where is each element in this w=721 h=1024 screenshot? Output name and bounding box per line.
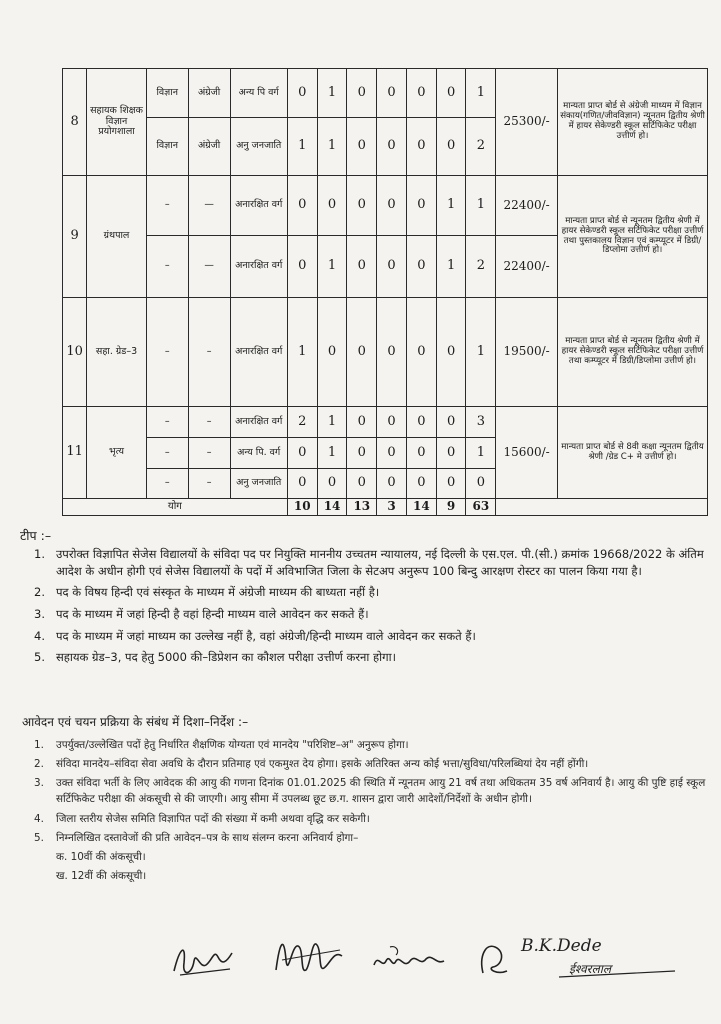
subject-cell: – <box>146 469 188 499</box>
count-cell: 0 <box>406 407 436 438</box>
note-text: पद के विषय हिन्दी एवं संस्कृत के माध्यम में अंग्रेजी माध्यम की बाध्यता नहीं है। <box>56 585 380 600</box>
guideline-text: जिला स्तरीय सेजेस समिति विज्ञापित पदों की संख्या में कमी अथवा वृद्धि कर सकेगी। <box>56 812 370 825</box>
count-cell: 0 <box>347 236 377 298</box>
total-cell: 9 <box>436 499 466 516</box>
total-cell: 10 <box>287 499 317 516</box>
total-cell: 14 <box>317 499 347 516</box>
table-row <box>63 176 708 236</box>
count-cell: 0 <box>406 69 436 118</box>
subject-cell: विज्ञान <box>146 118 188 176</box>
pay-cell: 22400/- <box>496 176 558 236</box>
count-cell: 1 <box>466 438 496 469</box>
guideline-number: 5. <box>34 831 44 844</box>
count-cell: 0 <box>347 298 377 407</box>
count-cell: 0 <box>347 176 377 236</box>
count-cell: 0 <box>347 118 377 176</box>
guideline-text: उक्त संविदा भर्ती के लिए आवेदक की आयु की गणना दिनांक 01.01.2025 की स्थिति में न्यूनतम आयु 21 वर्ष तथा अधिकतम 35 वर्ष अनिवार्य है। आयु की पुष्टि हाई स्कूल सर्टिफिकेट परीक्षा की अंकसूची से की जाएगी। आयु सीमा में उपलब्ध छूट छ.ग. शासन द्वारा जारी आदेशों/निर्देशों के अधीन होगी। <box>56 777 706 806</box>
guideline-item <box>34 775 708 807</box>
count-cell: 0 <box>287 176 317 236</box>
table-row <box>63 298 708 407</box>
serial-number: 8 <box>63 69 87 176</box>
note-number: 4. <box>34 628 45 643</box>
count-cell: 0 <box>406 176 436 236</box>
subject-cell: – <box>146 298 188 407</box>
recruitment-table <box>62 68 708 516</box>
serial-number: 11 <box>63 407 87 499</box>
count-cell: 0 <box>436 407 466 438</box>
note-text: पद के माध्यम में जहां हिन्दी है वहां हिन्दी माध्यम वाले आवेदन कर सकते हैं। <box>56 607 369 622</box>
count-cell: 0 <box>436 438 466 469</box>
note-number: 5. <box>34 650 45 665</box>
notes-list <box>34 546 704 671</box>
guideline-number: 3. <box>34 777 44 790</box>
guidelines-list <box>34 737 708 887</box>
count-cell: 0 <box>287 236 317 298</box>
medium-cell: – <box>188 469 230 499</box>
count-cell: 0 <box>317 298 347 407</box>
pay-cell: 15600/- <box>496 407 558 499</box>
guideline-item <box>34 811 708 827</box>
count-cell: 0 <box>406 438 436 469</box>
count-cell: 1 <box>317 118 347 176</box>
count-cell: 0 <box>466 469 496 499</box>
signature-3 <box>370 939 450 984</box>
note-item <box>34 628 704 645</box>
note-item <box>34 649 704 666</box>
signatures-area <box>170 925 690 995</box>
pay-cell: 25300/- <box>496 69 558 176</box>
subject-cell: – <box>146 438 188 469</box>
medium-cell: – <box>188 407 230 438</box>
count-cell: 1 <box>466 176 496 236</box>
count-cell: 0 <box>377 176 407 236</box>
serial-number: 9 <box>63 176 87 298</box>
total-label: योग <box>63 499 288 516</box>
count-cell: 2 <box>466 118 496 176</box>
count-cell: 1 <box>317 407 347 438</box>
count-cell: 0 <box>436 469 466 499</box>
qualification-cell: मान्यता प्राप्त बोर्ड से न्यूनतम द्वितीय श्रेणी में हायर सेकेण्डरी स्कूल सर्टिफिकेट परीक्षा उत्तीर्ण तथा पुस्तकालय विज्ञान एवं कम्प्यूटर में डिग्री/डिप्लोमा उत्तीर्ण हो। <box>557 176 707 298</box>
medium-cell: अंग्रेजी <box>188 69 230 118</box>
guideline-text: निम्नलिखित दस्तावेजों की प्रति आवेदन–पत्र के साथ संलग्न करना अनिवार्य होगा– <box>56 831 359 844</box>
total-row <box>63 499 708 516</box>
count-cell: 3 <box>466 407 496 438</box>
count-cell: 1 <box>466 69 496 118</box>
pay-cell: 19500/- <box>496 298 558 407</box>
qualification-cell: मान्यता प्राप्त बोर्ड से न्यूनतम द्वितीय श्रेणी में हायर सेकेण्डरी स्कूल सर्टिफिकेट परीक्षा उत्तीर्ण तथा कम्प्यूटर में डिग्री/डिप्लोमा उत्तीर्ण हो। <box>557 298 707 407</box>
count-cell: 0 <box>317 469 347 499</box>
qualification-cell: मान्यता प्राप्त बोर्ड से 8वी कक्षा न्यूनतम द्वितीय श्रेणी /ग्रेड C+ मे उत्तीर्ण हो। <box>557 407 707 499</box>
category-cell: अनु जनजाति <box>230 118 287 176</box>
count-cell: 0 <box>406 298 436 407</box>
note-text: उपरोक्त विज्ञापित सेजेस विद्यालयों के संविदा पद पर नियुक्ति माननीय उच्चतम न्यायालय, नई दिल्ली के एस.एल. पी.(सी.) क्रमांक 19668/2022 के अंतिम आदेश के अधीन होगी एवं सेजेस विद्यालयों के पदों में अविभाजित जिला के सेटअप अनुरूप 100 बिन्दु आरक्षण रोस्टर का पालन किया गया है। <box>56 547 704 578</box>
count-cell: 0 <box>406 236 436 298</box>
count-cell: 2 <box>466 236 496 298</box>
note-item <box>34 584 704 601</box>
count-cell: 0 <box>347 469 377 499</box>
total-empty <box>496 499 708 516</box>
count-cell: 1 <box>436 176 466 236</box>
document-item: ख. 12वीं की अंकसूची। <box>56 869 147 882</box>
notes-title: टीप :– <box>20 528 52 543</box>
table-row <box>63 407 708 438</box>
count-cell: 0 <box>347 407 377 438</box>
count-cell: 1 <box>287 118 317 176</box>
category-cell: अनारक्षित वर्ग <box>230 176 287 236</box>
subject-cell: विज्ञान <box>146 69 188 118</box>
guideline-number: 1. <box>34 739 44 751</box>
note-item <box>34 546 704 579</box>
count-cell: 0 <box>377 298 407 407</box>
medium-cell: अंग्रेजी <box>188 118 230 176</box>
pay-cell: 22400/- <box>496 236 558 298</box>
guideline-text: संविदा मानदेय–संविदा सेवा अवधि के दौरान प्रतिमाह एवं एकमुश्त देय होगा। इसके अतिरिक्त अन्य कोई भत्ता/सुविधा/परिलब्धियां देय नहीं होंगी। <box>56 758 589 771</box>
note-number: 2. <box>34 585 45 600</box>
signature-4-mark <box>475 937 515 982</box>
count-cell: 2 <box>287 407 317 438</box>
category-cell: अनारक्षित वर्ग <box>230 298 287 407</box>
category-cell: अनारक्षित वर्ग <box>230 236 287 298</box>
signature-5-name: B.K.Dede <box>521 936 602 956</box>
note-number: 1. <box>34 547 45 561</box>
count-cell: 0 <box>377 69 407 118</box>
count-cell: 0 <box>406 118 436 176</box>
count-cell: 0 <box>377 407 407 438</box>
subject-cell: – <box>146 236 188 298</box>
signature-2 <box>270 930 350 985</box>
guideline-item <box>34 737 708 753</box>
count-cell: 0 <box>287 69 317 118</box>
signature-5-sub: ईश्वरलाल <box>569 962 611 976</box>
post-name: सहायक शिक्षक विज्ञान प्रयोगशाला <box>87 69 147 176</box>
count-cell: 0 <box>377 438 407 469</box>
count-cell: 0 <box>377 236 407 298</box>
guidelines-title: आवेदन एवं चयन प्रक्रिया के संबंध में दिशा–निर्देश :– <box>22 715 249 729</box>
count-cell: 0 <box>287 469 317 499</box>
recruitment-table-wrap <box>62 68 708 516</box>
signature-1 <box>170 935 240 985</box>
note-text: सहायक ग्रेड–3, पद हेतु 5000 की–डिप्रेशन का कौशल परीक्षा उत्तीर्ण करना होगा। <box>56 650 396 665</box>
subject-cell: – <box>146 407 188 438</box>
note-text: पद के माध्यम में जहां माध्यम का उल्लेख नहीं है, वहां अंग्रेजी/हिन्दी माध्यम वाले आवेदन कर सकते हैं। <box>56 628 476 643</box>
guideline-item <box>34 756 708 772</box>
count-cell: 1 <box>287 298 317 407</box>
count-cell: 0 <box>436 69 466 118</box>
count-cell: 1 <box>466 298 496 407</box>
category-cell: अनु जनजाति <box>230 469 287 499</box>
post-name: भृत्य <box>87 407 147 499</box>
total-cell: 3 <box>377 499 407 516</box>
qualification-cell: मान्यता प्राप्त बोर्ड से अंग्रेजी माध्यम में विज्ञान संकाय(गणित/जीवविज्ञान) न्यूनतम द्वितीय श्रेणी में हायर सेकेण्डरी स्कूल सर्टिफिकेट परीक्षा उत्तीर्ण हो। <box>557 69 707 176</box>
category-cell: अनारक्षित वर्ग <box>230 407 287 438</box>
count-cell: 0 <box>287 438 317 469</box>
total-cell: 13 <box>347 499 377 516</box>
count-cell: 0 <box>377 469 407 499</box>
medium-cell: — <box>188 176 230 236</box>
guideline-text: उपर्युक्त/उल्लेखित पदों हेतु निर्धारित शैक्षणिक योग्यता एवं मानदेय "परिशिष्ट–अ" अनुरूप होगा। <box>56 739 409 751</box>
count-cell: 1 <box>436 236 466 298</box>
medium-cell: – <box>188 438 230 469</box>
count-cell: 0 <box>317 176 347 236</box>
count-cell: 0 <box>347 438 377 469</box>
count-cell: 0 <box>377 118 407 176</box>
total-cell: 14 <box>406 499 436 516</box>
medium-cell: – <box>188 298 230 407</box>
signature-5 <box>515 925 690 995</box>
total-cell: 63 <box>466 499 496 516</box>
guideline-item <box>34 830 708 846</box>
guideline-number: 2. <box>34 758 44 771</box>
count-cell: 0 <box>436 298 466 407</box>
post-name: सहा. ग्रेड–3 <box>87 298 147 407</box>
post-name: ग्रंथपाल <box>87 176 147 298</box>
subject-cell: – <box>146 176 188 236</box>
serial-number: 10 <box>63 298 87 407</box>
note-number: 3. <box>34 607 45 622</box>
count-cell: 0 <box>436 118 466 176</box>
count-cell: 1 <box>317 438 347 469</box>
document-item: क. 10वीं की अंकसूची। <box>56 850 146 863</box>
medium-cell: — <box>188 236 230 298</box>
table-row <box>63 69 708 118</box>
guideline-number: 4. <box>34 812 44 825</box>
count-cell: 0 <box>347 69 377 118</box>
category-cell: अन्य पि. वर्ग <box>230 438 287 469</box>
count-cell: 0 <box>406 469 436 499</box>
count-cell: 1 <box>317 69 347 118</box>
count-cell: 1 <box>317 236 347 298</box>
category-cell: अन्य पि वर्ग <box>230 69 287 118</box>
note-item <box>34 606 704 623</box>
